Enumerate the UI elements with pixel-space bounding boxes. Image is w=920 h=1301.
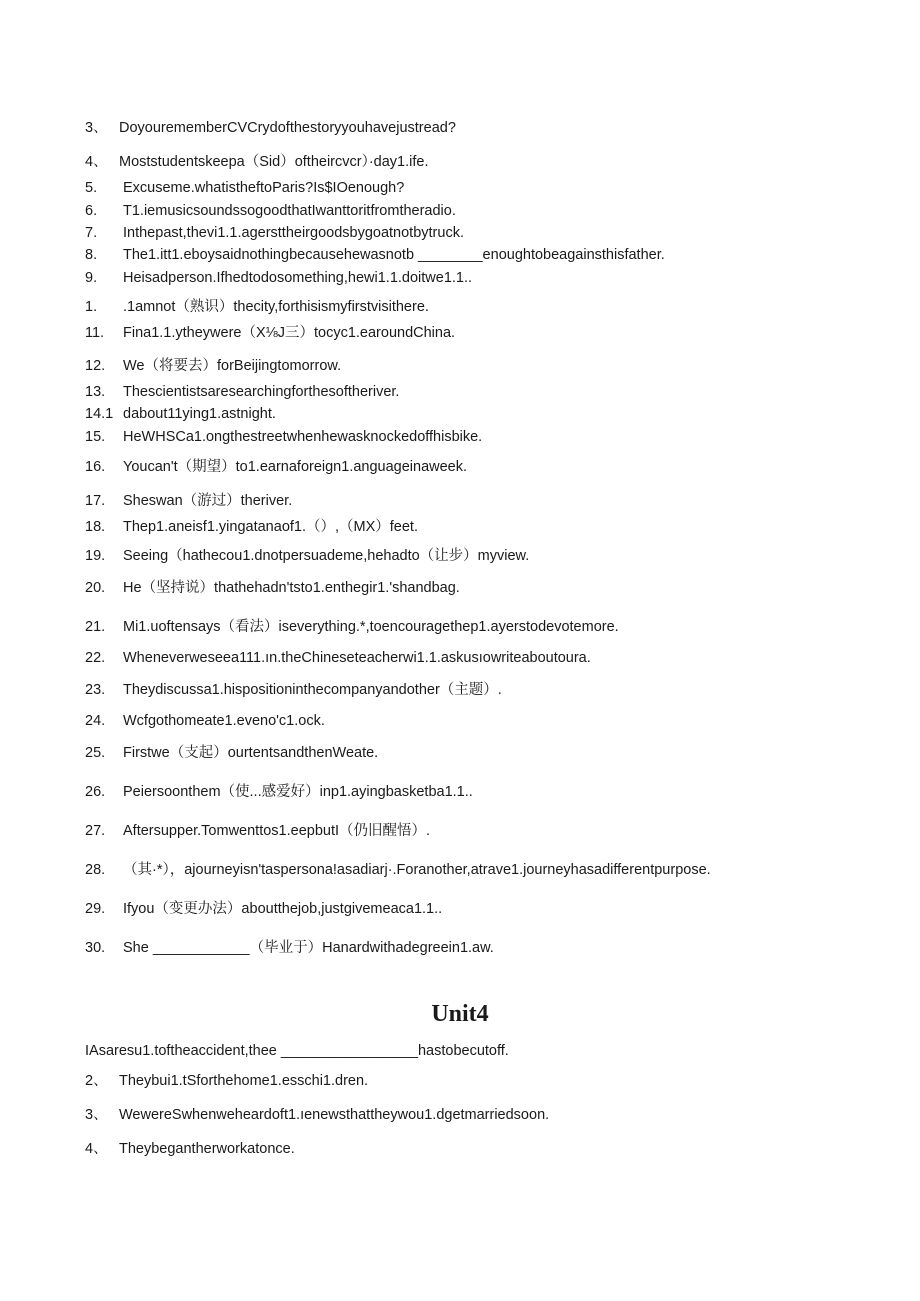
item-number: 2、 [85, 1073, 108, 1089]
unit4-line-3 [85, 1106, 549, 1124]
exercise-line-9 [85, 269, 472, 287]
exercise-line-26 [85, 783, 473, 801]
exercise-line-5 [85, 179, 404, 197]
item-number: 20. [85, 580, 106, 596]
item-text: Wcfgothomeate1.eveno'c1.ock. [123, 713, 325, 729]
item-text: Theybegantherworkatonce. [119, 1141, 295, 1157]
item-text: IAsaresu1.toftheaccident,thee _________________hastobecutoff. [85, 1043, 509, 1059]
item-number: 8. [85, 247, 98, 263]
item-number: 12. [85, 358, 106, 374]
item-number: 4、 [85, 154, 108, 170]
unit4-line-2 [85, 1072, 368, 1090]
exercise-line-19 [85, 547, 529, 565]
exercise-line-23 [85, 681, 502, 699]
item-text: Excuseme.whatistheftoParis?Is$IOenough? [123, 180, 405, 196]
item-number: 24. [85, 713, 106, 729]
exercise-line-13 [85, 383, 399, 401]
item-text: Moststudentskeepa（Sid）oftheircvcr）·day1.ife. [119, 154, 429, 170]
item-text: She ____________（毕业于）Hanardwithadegreein1.aw. [123, 940, 494, 956]
item-number: 21. [85, 619, 106, 635]
item-text: .1amnot（熟识）thecity,forthisismyfirstvisithere. [123, 299, 429, 315]
item-text: Sheswan（游过）theriver. [123, 493, 293, 509]
item-number: 4、 [85, 1141, 108, 1157]
item-number: 3、 [85, 1107, 108, 1123]
item-text: Mi1.uoftensays（看法）iseverything.*,toencouragethep1.ayerstodevotemore. [123, 619, 619, 635]
exercise-line-11 [85, 324, 455, 342]
item-number: 9. [85, 270, 98, 286]
item-text: DoyourememberCVCrydofthestoryyouhavejustread? [119, 120, 456, 136]
exercise-line-21 [85, 618, 619, 636]
item-text: He（坚持说）thathehadn'tsto1.enthegir1.'shandbag. [123, 580, 460, 596]
unit4-line-4 [85, 1140, 295, 1158]
exercise-line-22 [85, 649, 591, 667]
item-text: Firstwe（支起）ourtentsandthenWeate. [123, 745, 379, 761]
item-text: Seeing（hathecou1.dnotpersuademe,hehadto（让步）myview. [123, 548, 530, 564]
item-number: 28. [85, 862, 106, 878]
item-number: 29. [85, 901, 106, 917]
item-number: 6. [85, 203, 98, 219]
item-number: 17. [85, 493, 106, 509]
item-text: dabout11ying1.astnight. [123, 406, 276, 422]
item-text: Thescientistsaresearchingforthesoftheriver. [123, 384, 400, 400]
exercise-line-3 [85, 119, 456, 137]
exercise-line-16 [85, 458, 467, 476]
item-number: 5. [85, 180, 98, 196]
exercise-line-25 [85, 744, 378, 762]
item-number: 22. [85, 650, 106, 666]
exercise-line-7 [85, 224, 464, 242]
item-number: 3、 [85, 120, 108, 136]
exercise-line-17 [85, 492, 292, 510]
item-number: 13. [85, 384, 106, 400]
exercise-line-8 [85, 246, 665, 264]
item-text: Thep1.aneisf1.yingatanaof1.（）,（MX）feet. [123, 519, 418, 535]
item-number: 26. [85, 784, 106, 800]
item-number: 14.1 [85, 406, 114, 422]
exercise-line-14 [85, 405, 276, 423]
exercise-line-18 [85, 518, 418, 536]
item-number: 25. [85, 745, 106, 761]
exercise-line-27 [85, 822, 430, 840]
item-text: （其·*），ajourneyisn'taspersona!asadiarj·.Foranother,atrave1.journeyhasadifferentpurpose. [123, 862, 711, 878]
item-number: 7. [85, 225, 98, 241]
item-number: 19. [85, 548, 106, 564]
exercise-line-24 [85, 712, 325, 730]
item-text: Aftersupper.Tomwenttos1.eepbutI（仍旧醒悟）. [123, 823, 431, 839]
unit4-line-1 [85, 1042, 509, 1060]
item-text: Theydiscussa1.hispositioninthecompanyandother（主题）. [123, 682, 502, 698]
item-number: 11. [85, 325, 105, 341]
item-text: Wheneverweseea111.ın.theChineseteacherwi1.1.askusıowriteaboutoura. [123, 650, 591, 666]
exercise-line-12 [85, 357, 341, 375]
item-number: 23. [85, 682, 106, 698]
item-number: 27. [85, 823, 106, 839]
item-text: The1.itt1.eboysaidnothingbecausehewasnotb ________enoughtobeagainsthisfather. [123, 247, 665, 263]
exercise-line-28 [85, 861, 711, 879]
item-text: Fina1.1.ytheywere（X⅛J三）tocyc1.earoundChina. [123, 325, 456, 341]
item-number: 16. [85, 459, 106, 475]
item-number: 1. [85, 299, 98, 315]
item-text: We（将要去）forBeijingtomorrow. [123, 358, 342, 374]
item-text: Peiersoonthem（使...感爱好）inp1.ayingbasketba1.1.. [123, 784, 473, 800]
exercise-line-20 [85, 579, 460, 597]
exercise-line-29 [85, 900, 442, 918]
item-text: Inthepast,thevi1.1.agersttheirgoodsbygoatnotbytruck. [123, 225, 464, 241]
exercise-line-4 [85, 153, 428, 171]
exercise-line-10 [85, 298, 429, 316]
unit-title: Unit4 [431, 1001, 489, 1027]
item-text: Theybui1.tSforthehome1.esschi1.dren. [119, 1073, 369, 1089]
item-text: T1.iemusicsoundssogoodthatIwanttoritfromtheradio. [123, 203, 456, 219]
exercise-line-15 [85, 428, 482, 446]
item-text: Youcan't（期望）to1.earnaforeign1.anguageinaweek. [123, 459, 468, 475]
exercise-line-6 [85, 202, 456, 220]
item-number: 15. [85, 429, 106, 445]
item-text: HeWHSCa1.ongthestreetwhenhewasknockedoffhisbike. [123, 429, 483, 445]
item-number: 30. [85, 940, 106, 956]
item-text: Ifyou（变更办法）aboutthejob,justgivemeaca1.1.. [123, 901, 443, 917]
exercise-line-30 [85, 939, 494, 957]
item-number: 18. [85, 519, 106, 535]
item-text: Heisadperson.Ifhedtodosomething,hewi1.1.doitwe1.1.. [123, 270, 473, 286]
item-text: WewereSwhenweheardoft1.ıenewsthattheywou1.dgetmarriedsoon. [119, 1107, 550, 1123]
